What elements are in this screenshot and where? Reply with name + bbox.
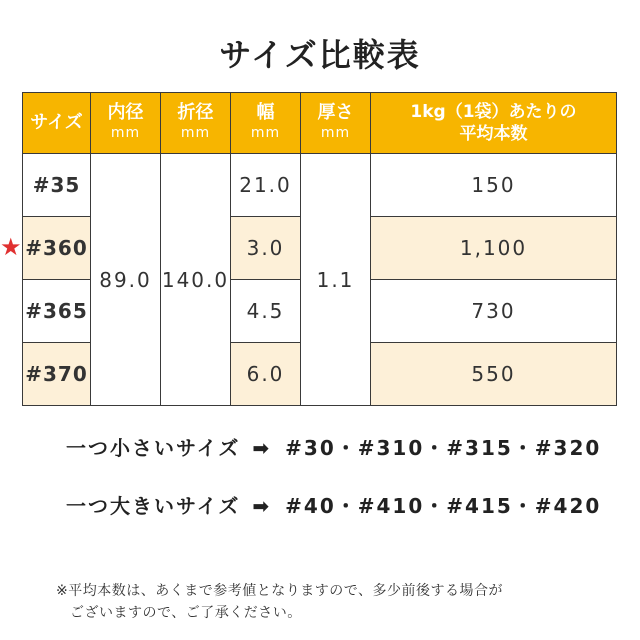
width-cell: 4.5 — [231, 280, 301, 343]
larger-size-line — [66, 490, 601, 519]
smaller-size-line — [66, 432, 601, 461]
header-fold-unit: mm — [180, 125, 211, 141]
size-cell: #35 — [23, 154, 91, 217]
size-comparison-table — [22, 92, 617, 406]
header-thickness: 厚さ mm — [301, 93, 371, 154]
larger-size-list: #40・#410・#415・#420 — [285, 494, 602, 518]
header-average-count: 1kg（1袋）あたりの 平均本数 — [371, 93, 617, 154]
header-size: サイズ — [23, 93, 91, 154]
average-count-cell: 1,100 — [371, 217, 617, 280]
arrow-right-icon: ➡ — [252, 436, 272, 460]
inner-diameter-cell: 89.0 — [91, 154, 161, 406]
footnote-line: ございますので、ご了承ください。 — [70, 605, 302, 621]
average-count-cell: 150 — [371, 154, 617, 217]
width-cell: 3.0 — [231, 217, 301, 280]
thickness-cell: 1.1 — [301, 154, 371, 406]
size-cell: #370 — [23, 343, 91, 406]
average-count-cell: 550 — [371, 343, 617, 406]
page-title: サイズ比較表 — [219, 36, 421, 74]
size-cell: #365 — [23, 280, 91, 343]
table-row — [23, 154, 617, 217]
table-header-row — [23, 93, 617, 154]
footnote — [56, 580, 626, 624]
star-icon: ★ — [0, 233, 22, 261]
header-width-unit: mm — [250, 125, 281, 141]
average-count-cell: 730 — [371, 280, 617, 343]
header-width: 幅 mm — [231, 93, 301, 154]
folded-width-cell: 140.0 — [161, 154, 231, 406]
header-folded-width: 折径 mm — [161, 93, 231, 154]
header-inner-diameter: 内径 mm — [91, 93, 161, 154]
header-thickness-unit: mm — [320, 125, 351, 141]
smaller-size-label: 一つ小さいサイズ — [66, 436, 241, 460]
size-cell: #360 — [23, 217, 91, 280]
footnote-line: ※平均本数は、あくまで参考値となりますので、多少前後する場合が — [56, 583, 503, 599]
arrow-right-icon: ➡ — [252, 494, 272, 518]
larger-size-label: 一つ大きいサイズ — [66, 494, 241, 518]
width-cell: 6.0 — [231, 343, 301, 406]
width-cell: 21.0 — [231, 154, 301, 217]
smaller-size-list: #30・#310・#315・#320 — [285, 436, 602, 460]
header-inner-unit: mm — [110, 125, 141, 141]
